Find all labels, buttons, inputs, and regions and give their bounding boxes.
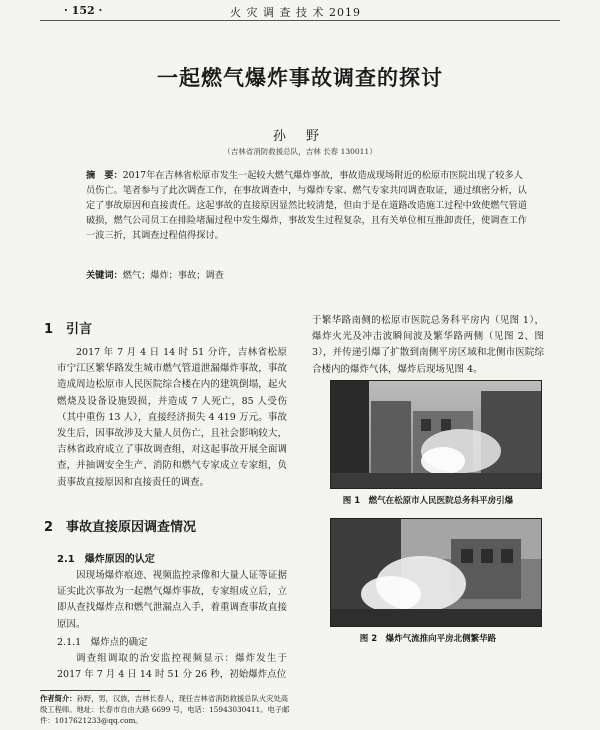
figure-2-photo: [330, 518, 542, 627]
footnote-rule: [40, 690, 150, 691]
keywords-label: 关键词：: [86, 270, 123, 281]
section-2-1-1-paragraph: 调查组调取的治安监控视频显示：爆炸发生于 2017 年 7 月 4 日 14 时 51 分 26 秒，初始爆炸点位: [57, 653, 287, 681]
abstract-text: 2017年在吉林省松原市发生一起较大燃气爆炸事故，事故造成现场附近的松原市医院出现了较多人员伤亡。笔者参与了此次调查工作，在事故调查中，与爆炸专家、燃气专家共同调查取证，通过缜密分析，认定了事故原因和直接责任。这起事故的直接原因显然比较清楚，但由于是在道路改造施工过程中致使燃气管道破损，燃气公司员工在排险堵漏过程中发生爆炸，事故发生过程复杂，且有关单位相互推卸责任，使调查工作一波三折，其调查过程值得探讨。: [86, 170, 527, 241]
author: 孙 野: [272, 129, 328, 144]
section-2-heading: 2 事故直接原因调查情况: [44, 520, 197, 535]
abstract: [86, 168, 531, 243]
footnote-label: 作者简介：: [40, 694, 77, 703]
footnote-text: 孙野，男，汉族，吉林长春人，现任吉林省消防救援总队火灾处高级工程师。地址：长春市自由大路 6699 号，电话：15943030411。电子邮件：1017621233@qq.com。: [40, 694, 290, 725]
section-2-1-paragraph: 因现场爆炸痕迹、视频监控录像和大量人证等证据证实此次事故为一起燃气爆炸事故，专家组成立后，立即从查找爆炸点和燃气泄漏点入手，着重调查事故直接原因。: [57, 570, 287, 630]
section-1-paragraph: 2017 年 7 月 4 日 14 时 51 分许，吉林省松原市宁江区繁华路发生城市燃气管道泄漏爆炸事故，事故造成周边松原市人民医院综合楼在内的建筑倒塌，起火燃烧及设备设施毁损，并造成 7 人死亡，85 人受伤（其中重伤 13 人），直接经济损失 4 419 万元。事故发生后，因事故涉及大量人员伤亡，且社会影响较大，吉林省政府成立了事故调查组，对这起事故开展全面调查，并抽调安全生产、消防和燃气专家成立专家组，负责事故直接原因和直接责任的调查。: [57, 347, 287, 488]
keywords: [86, 267, 531, 281]
header-rule: [40, 20, 560, 21]
section-2-1-1-heading: 2.1.1 爆炸点的确定: [57, 637, 148, 648]
abstract-label: 摘 要：: [86, 170, 123, 181]
figure-2-caption: 图 2 爆炸气流推向平房北侧繁华路: [359, 634, 497, 644]
page-number: · 152 ·: [64, 4, 103, 17]
section-1-heading: 1 引言: [44, 322, 93, 337]
author-footnote: [40, 693, 290, 726]
figure-1-caption: 图 1 燃气在松原市人民医院总务科平房引爆: [342, 496, 514, 506]
affiliation: （吉林省消防救援总队，吉林 长春 130011）: [223, 147, 377, 156]
journal-name: 火 灾 调 查 技 术 2019: [230, 6, 361, 19]
paper-title: 一起燃气爆炸事故调查的探讨: [157, 66, 443, 90]
figure-1-photo: [330, 380, 542, 489]
right-column-paragraph: 于繁华路南侧的松原市医院总务科平房内（见图 1），爆炸火光及冲击波瞬间波及繁华路两侧（见图 2、图 3），并传递引爆了扩散到南侧平房区域和北侧市医院综合楼内的爆炸气体，爆炸后现场见图 4。: [312, 315, 544, 375]
section-2-1-heading: 2.1 爆炸原因的认定: [57, 554, 155, 565]
keywords-text: 燃气；爆炸；事故；调查: [122, 270, 224, 281]
